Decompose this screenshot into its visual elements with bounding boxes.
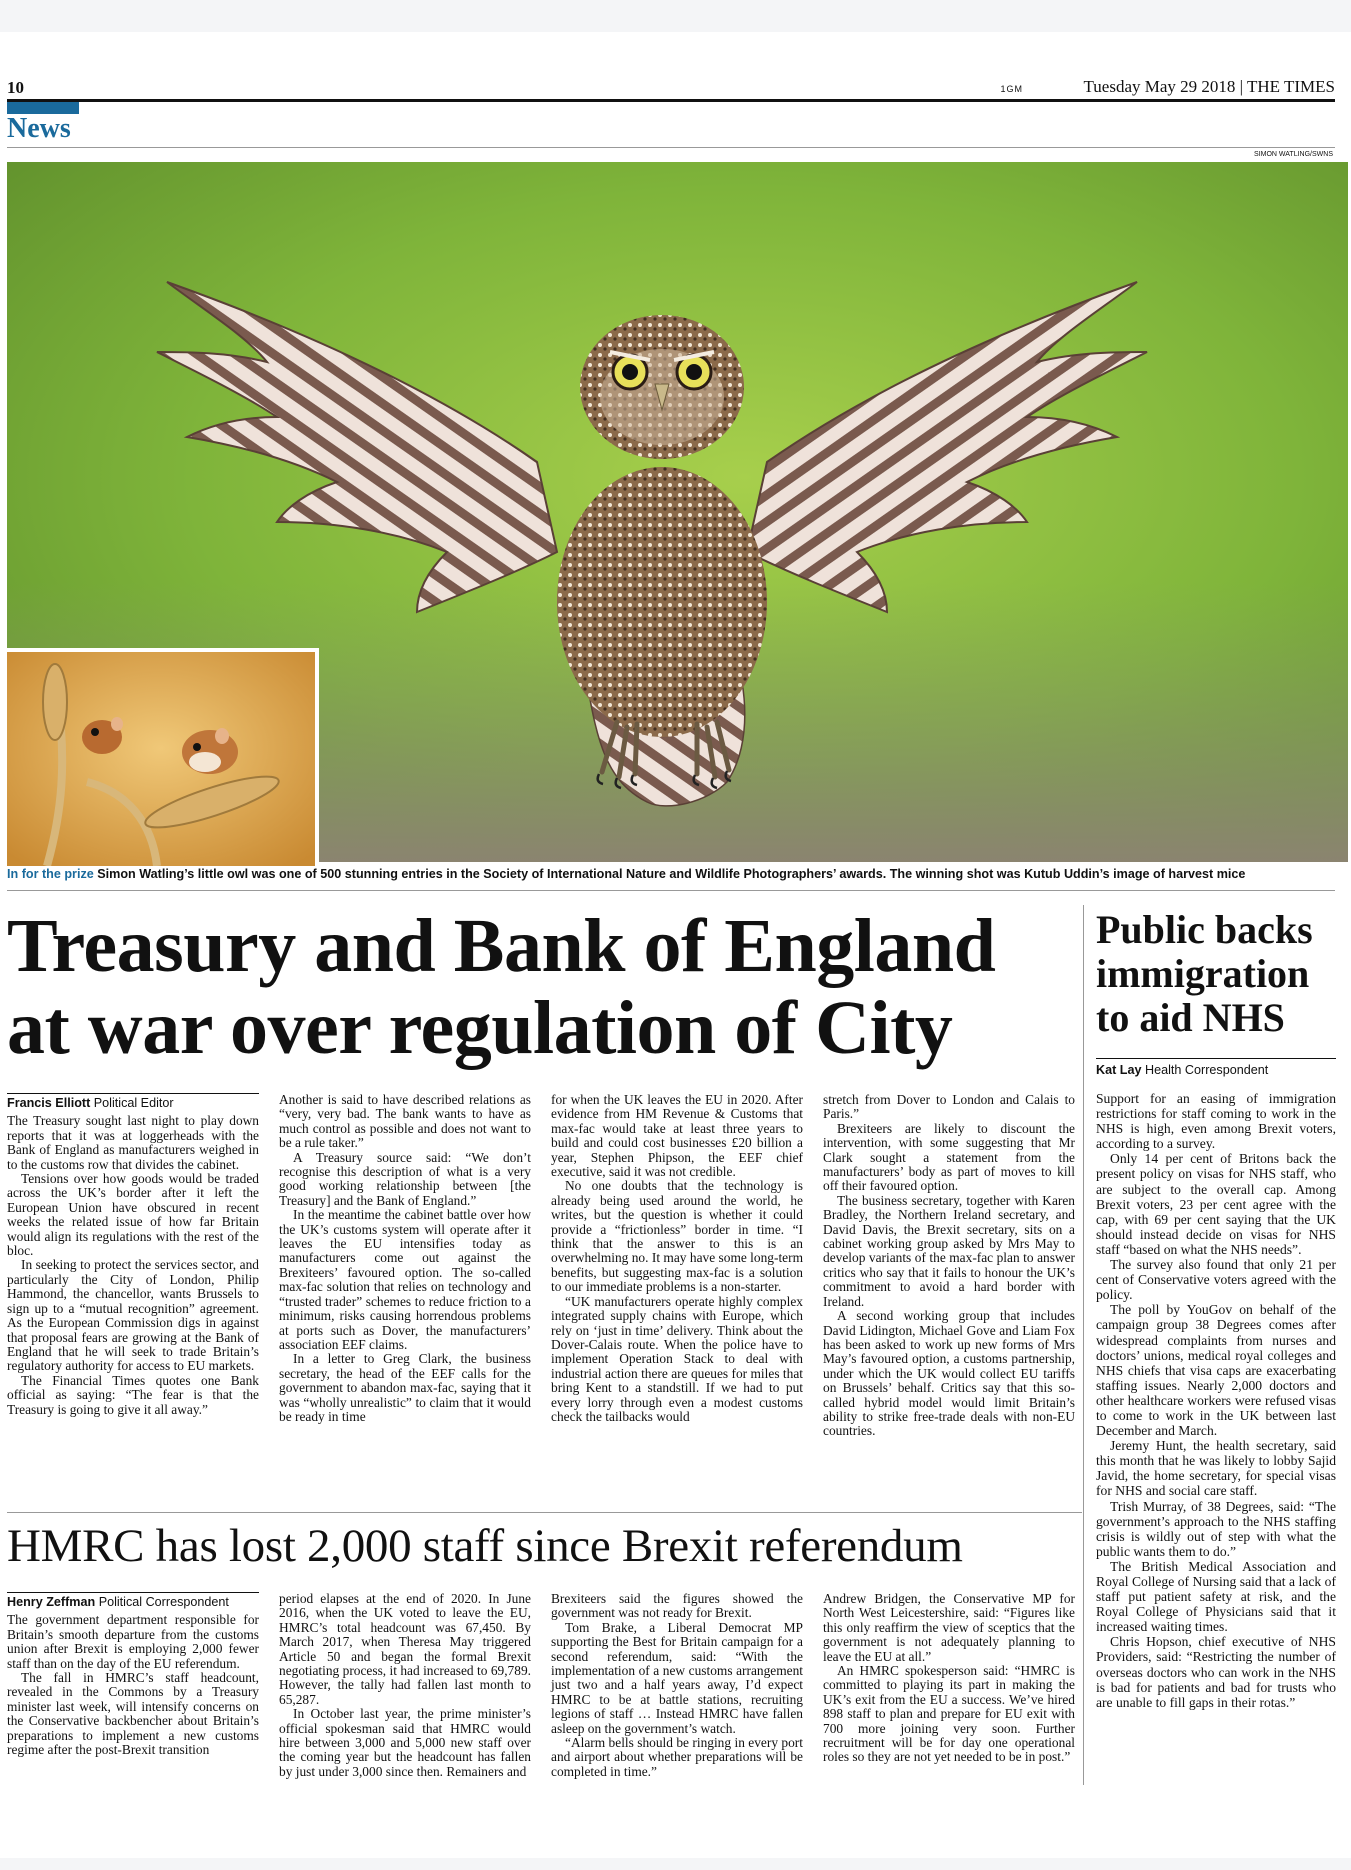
- paragraph: The British Medical Association and Royal College of Nursing said that a lack of staff put patient safety at risk, and the Royal College of Physicians said that it increased waiting times.: [1096, 1558, 1336, 1635]
- column-divider: [1083, 905, 1084, 1785]
- paragraph: Tom Brake, a Liberal Democrat MP supporting the Best for Britain campaign for a second referendum, said: “With the implementation of a new customs arrangement just two and a half years away, I’d expect HMRC to be at battle stations, recruiting legions of staff … Instead HMRC have fallen asleep on the government’s watch.: [551, 1619, 803, 1736]
- main-col-2: [279, 1093, 531, 1424]
- byline-name: Kat Lay: [1096, 1063, 1142, 1077]
- byline-role: Political Editor: [93, 1096, 174, 1110]
- second-col-1: [7, 1592, 259, 1757]
- main-headline: Treasury and Bank of England at war over regulation of City: [7, 904, 996, 1070]
- paragraph: In seeking to protect the services sector, and particularly the City of London, Philip Hammond, the chancellor, wants Brussels to sign up to a “mutual recognition” agreement. As the European Commission digs in against that proposal fears are growing at the Bank of England that he will seek to trade Britain’s regulatory authority for access to EU markets.: [7, 1257, 259, 1374]
- page-number: 10: [7, 78, 24, 97]
- byline-name: Francis Elliott: [7, 1096, 91, 1110]
- paragraph: period elapses at the end of 2020. In June 2016, when the UK voted to leave the EU, HMRC’s total headcount was 67,450. By March 2017, when Theresa May triggered Article 50 and began the formal Brexit negotiating process, it had increased to 69,789. However, the tally had fallen last month to 65,287.: [279, 1591, 531, 1707]
- main-byline: [7, 1093, 259, 1114]
- paragraph: The survey also found that only 21 per cent of Conservative voters agreed with the policy.: [1096, 1257, 1336, 1303]
- dateline: Tuesday May 29 2018 | THE TIMES: [1083, 77, 1335, 96]
- mice-illustration: [7, 652, 315, 866]
- paragraph: In October last year, the prime minister’s official spokesman said that HMRC would hire between 3,000 and 5,000 new staff over the coming year but the headcount has fallen by just under 3,000 since then. Remainers and: [279, 1706, 531, 1779]
- paragraph: Andrew Bridgen, the Conservative MP for North West Leicestershire, said: “Figures like this only reaffirm the view of sceptics that the government is not adequately planning to leave the EU at all.”: [823, 1591, 1075, 1664]
- paragraph: Support for an easing of immigration restrictions for staff coming to work in the NHS is high, even among Brexit voters, according to a survey.: [1096, 1091, 1336, 1152]
- main-col-4: [823, 1093, 1075, 1439]
- paragraph: In the meantime the cabinet battle over how the UK’s customs system will operate after it leaves the EU intensifies today as manufacturers come out against the Brexiteers’ favoured option. The so-called max-fac solution that relies on technology and “trusted trader” schemes to reduce friction to a minimum, risks causing horrendous problems at ports such as Dover, the manufacturers’ association EEF claims.: [279, 1207, 531, 1352]
- paragraph: No one doubts that the technology is already being used around the world, he writes, but the question is whether it could provide a “frictionless” border in time. “I think that the answer to this is an overwhelming no. It may have some long-term benefits, but suggesting max-fac is a solution to our immediate problems is a non-starter.: [551, 1178, 803, 1295]
- paragraph: for when the UK leaves the EU in 2020. After evidence from HM Revenue & Customs that max-fac would take at least three years to build and could cost businesses £20 billion a year, Stephen Phipson, the EEF chief executive, said it was not credible.: [551, 1092, 803, 1180]
- section-label: News: [7, 113, 71, 144]
- edition-code: 1GM: [1000, 84, 1023, 94]
- paragraph: Tensions over how goods would be traded across the UK’s border after it left the European Union have obscured in recent weeks the related issue of how far Britain would align its regulations with the rest of the bloc.: [7, 1171, 259, 1259]
- paragraph: Brexiteers said the figures showed the government was not ready for Brexit.: [551, 1591, 803, 1621]
- main-col-1: [7, 1093, 259, 1417]
- side-headline: Public backs immigration to aid NHS: [1096, 907, 1313, 1040]
- paragraph: A Treasury source said: “We don’t recognise this description of what is a very good working relationship between [the Treasury] and the Bank of England.”: [279, 1149, 531, 1208]
- paragraph: Brexiteers are likely to discount the intervention, with some suggesting that Mr Clark sought a statement from the manufacturers’ body as part of moves to kill off their favoured option.: [823, 1120, 1075, 1194]
- main-col-3: [551, 1093, 803, 1424]
- paragraph: “UK manufacturers operate highly complex integrated supply chains with Europe, which rely on ‘just in time’ delivery. Think about the Dover-Calais route. When the police have to implement Operation Stack to deal with industrial action there are queues for miles that bring Kent to a standstill. If we had to put every lorry through even a modest customs check the tailbacks would: [551, 1293, 803, 1424]
- caption-text: Simon Watling’s little owl was one of 500 stunning entries in the Society of International Nature and Wildlife Photographers’ awards. The winning shot was Kutub Uddin’s image of harvest mice: [97, 867, 1246, 881]
- caption-rule: [7, 890, 1335, 891]
- paragraph: The Financial Times quotes one Bank official as saying: “The fear is that the Treasury is going to give it all away.”: [7, 1372, 259, 1417]
- paragraph: Another is said to have described relations as “very, very bad. The bank wants to have as much control as possible and does not want to be a rule taker.”: [279, 1092, 531, 1151]
- side-byline-rule: [1096, 1058, 1336, 1059]
- section-rule: [7, 147, 1335, 148]
- paragraph: In a letter to Greg Clark, the business secretary, the head of the EEF calls for the government to abandon max-fac, saying that it was “wholly unrealistic” to claim that it would be ready in time: [279, 1351, 531, 1424]
- second-headline: HMRC has lost 2,000 staff since Brexit referendum: [7, 1520, 963, 1572]
- byline-role: Political Correspondent: [98, 1595, 229, 1609]
- folio-rule: [7, 99, 1335, 102]
- paragraph: The government department responsible for Britain’s smooth departure from the customs union after Brexit is employing 2,000 fewer staff than on the day of the EU referendum.: [7, 1612, 259, 1671]
- paragraph: An HMRC spokesperson said: “HMRC is committed to playing its part in making the UK’s exit from the EU a success. We’ve hired 898 staff to plan and prepare for EU exit with 700 more joining very soon. Further recruitment will be for day one operational roles so they are not yet needed to be in post.”: [823, 1663, 1075, 1765]
- side-byline: [1096, 1061, 1336, 1081]
- second-byline: [7, 1592, 259, 1613]
- paragraph: The fall in HMRC’s staff headcount, revealed in the Commons by a Treasury minister last week, will intensify concerns on the Conservative backbencher about Britain’s preparations to implement a new customs regime after the post-Brexit transition: [7, 1670, 259, 1758]
- harvest-mice-photo: [7, 648, 319, 866]
- photo-caption: [7, 867, 1337, 881]
- paragraph: Chris Hopson, chief executive of NHS Providers, said: “Restricting the number of overseas doctors who can work in the NHS is bad for patients and bad for trusts who are unable to fill gaps in their rotas.”: [1096, 1634, 1336, 1710]
- paragraph: A second working group that includes David Lidington, Michael Gove and Liam Fox has been asked to work up new forms of Mrs May’s favoured option, a customs partnership, under which the UK would collect EU tariffs on Brussels’ behalf. Critics say that this so-called hybrid model would limit Britain’s ability to strike free-trade deals with non-EU countries.: [823, 1308, 1075, 1439]
- byline-role: Health Correspondent: [1145, 1063, 1269, 1077]
- folio: [7, 76, 1335, 98]
- side-story-body: [1096, 1091, 1336, 1710]
- second-col-2: [279, 1592, 531, 1779]
- byline-name: Henry Zeffman: [7, 1595, 96, 1609]
- caption-kicker: In for the prize: [7, 867, 94, 881]
- paragraph: Trish Murray, of 38 Degrees, said: “The government’s approach to the NHS staffing crisis is wildly out of step with what the public wants them to do.”: [1096, 1498, 1336, 1559]
- paragraph: Jeremy Hunt, the health secretary, said this month that he was likely to lobby Sajid Javid, the home secretary, for special visas for NHS and social care staff.: [1096, 1438, 1336, 1499]
- second-col-3: [551, 1592, 803, 1779]
- paragraph: The poll by YouGov on behalf of the campaign group 38 Degrees comes after widespread complaints from nurses and doctors’ unions, medical royal colleges and NHS chiefs that visa caps are exacerbating staffing issues. Nearly 2,000 doctors and other healthcare workers were refused visas to come to work in the UK between last December and March.: [1096, 1302, 1336, 1439]
- photo-credit: SIMON WATLING/SWNS: [1254, 151, 1333, 158]
- paragraph: The business secretary, together with Karen Bradley, the Northern Ireland secretary, and David Davis, the Brexit secretary, sits on a cabinet working group asked by Mrs May to develop variants of the max-fac plan to answer critics who say that it fails to honour the UK’s commitment to avoid a hard border with Ireland.: [823, 1192, 1075, 1309]
- paragraph: Only 14 per cent of Britons back the present policy on visas for NHS staff, who are subject to the overall cap. Among Brexit voters, 23 per cent agree with the cap, with 69 per cent saying that the UK should instead decide on visas for NHS staff “based on what the NHS needs”.: [1096, 1151, 1336, 1257]
- second-col-4: [823, 1592, 1075, 1765]
- paragraph: stretch from Dover to London and Calais to Paris.”: [823, 1092, 1075, 1122]
- paragraph: The Treasury sought last night to play down reports that it was at loggerheads with the Bank of England as manufacturers weighed in to the customs row that divides the cabinet.: [7, 1113, 259, 1172]
- second-story-rule: [7, 1512, 1082, 1513]
- paragraph: “Alarm bells should be ringing in every port and airport about whether preparations will be completed in time.”: [551, 1735, 803, 1779]
